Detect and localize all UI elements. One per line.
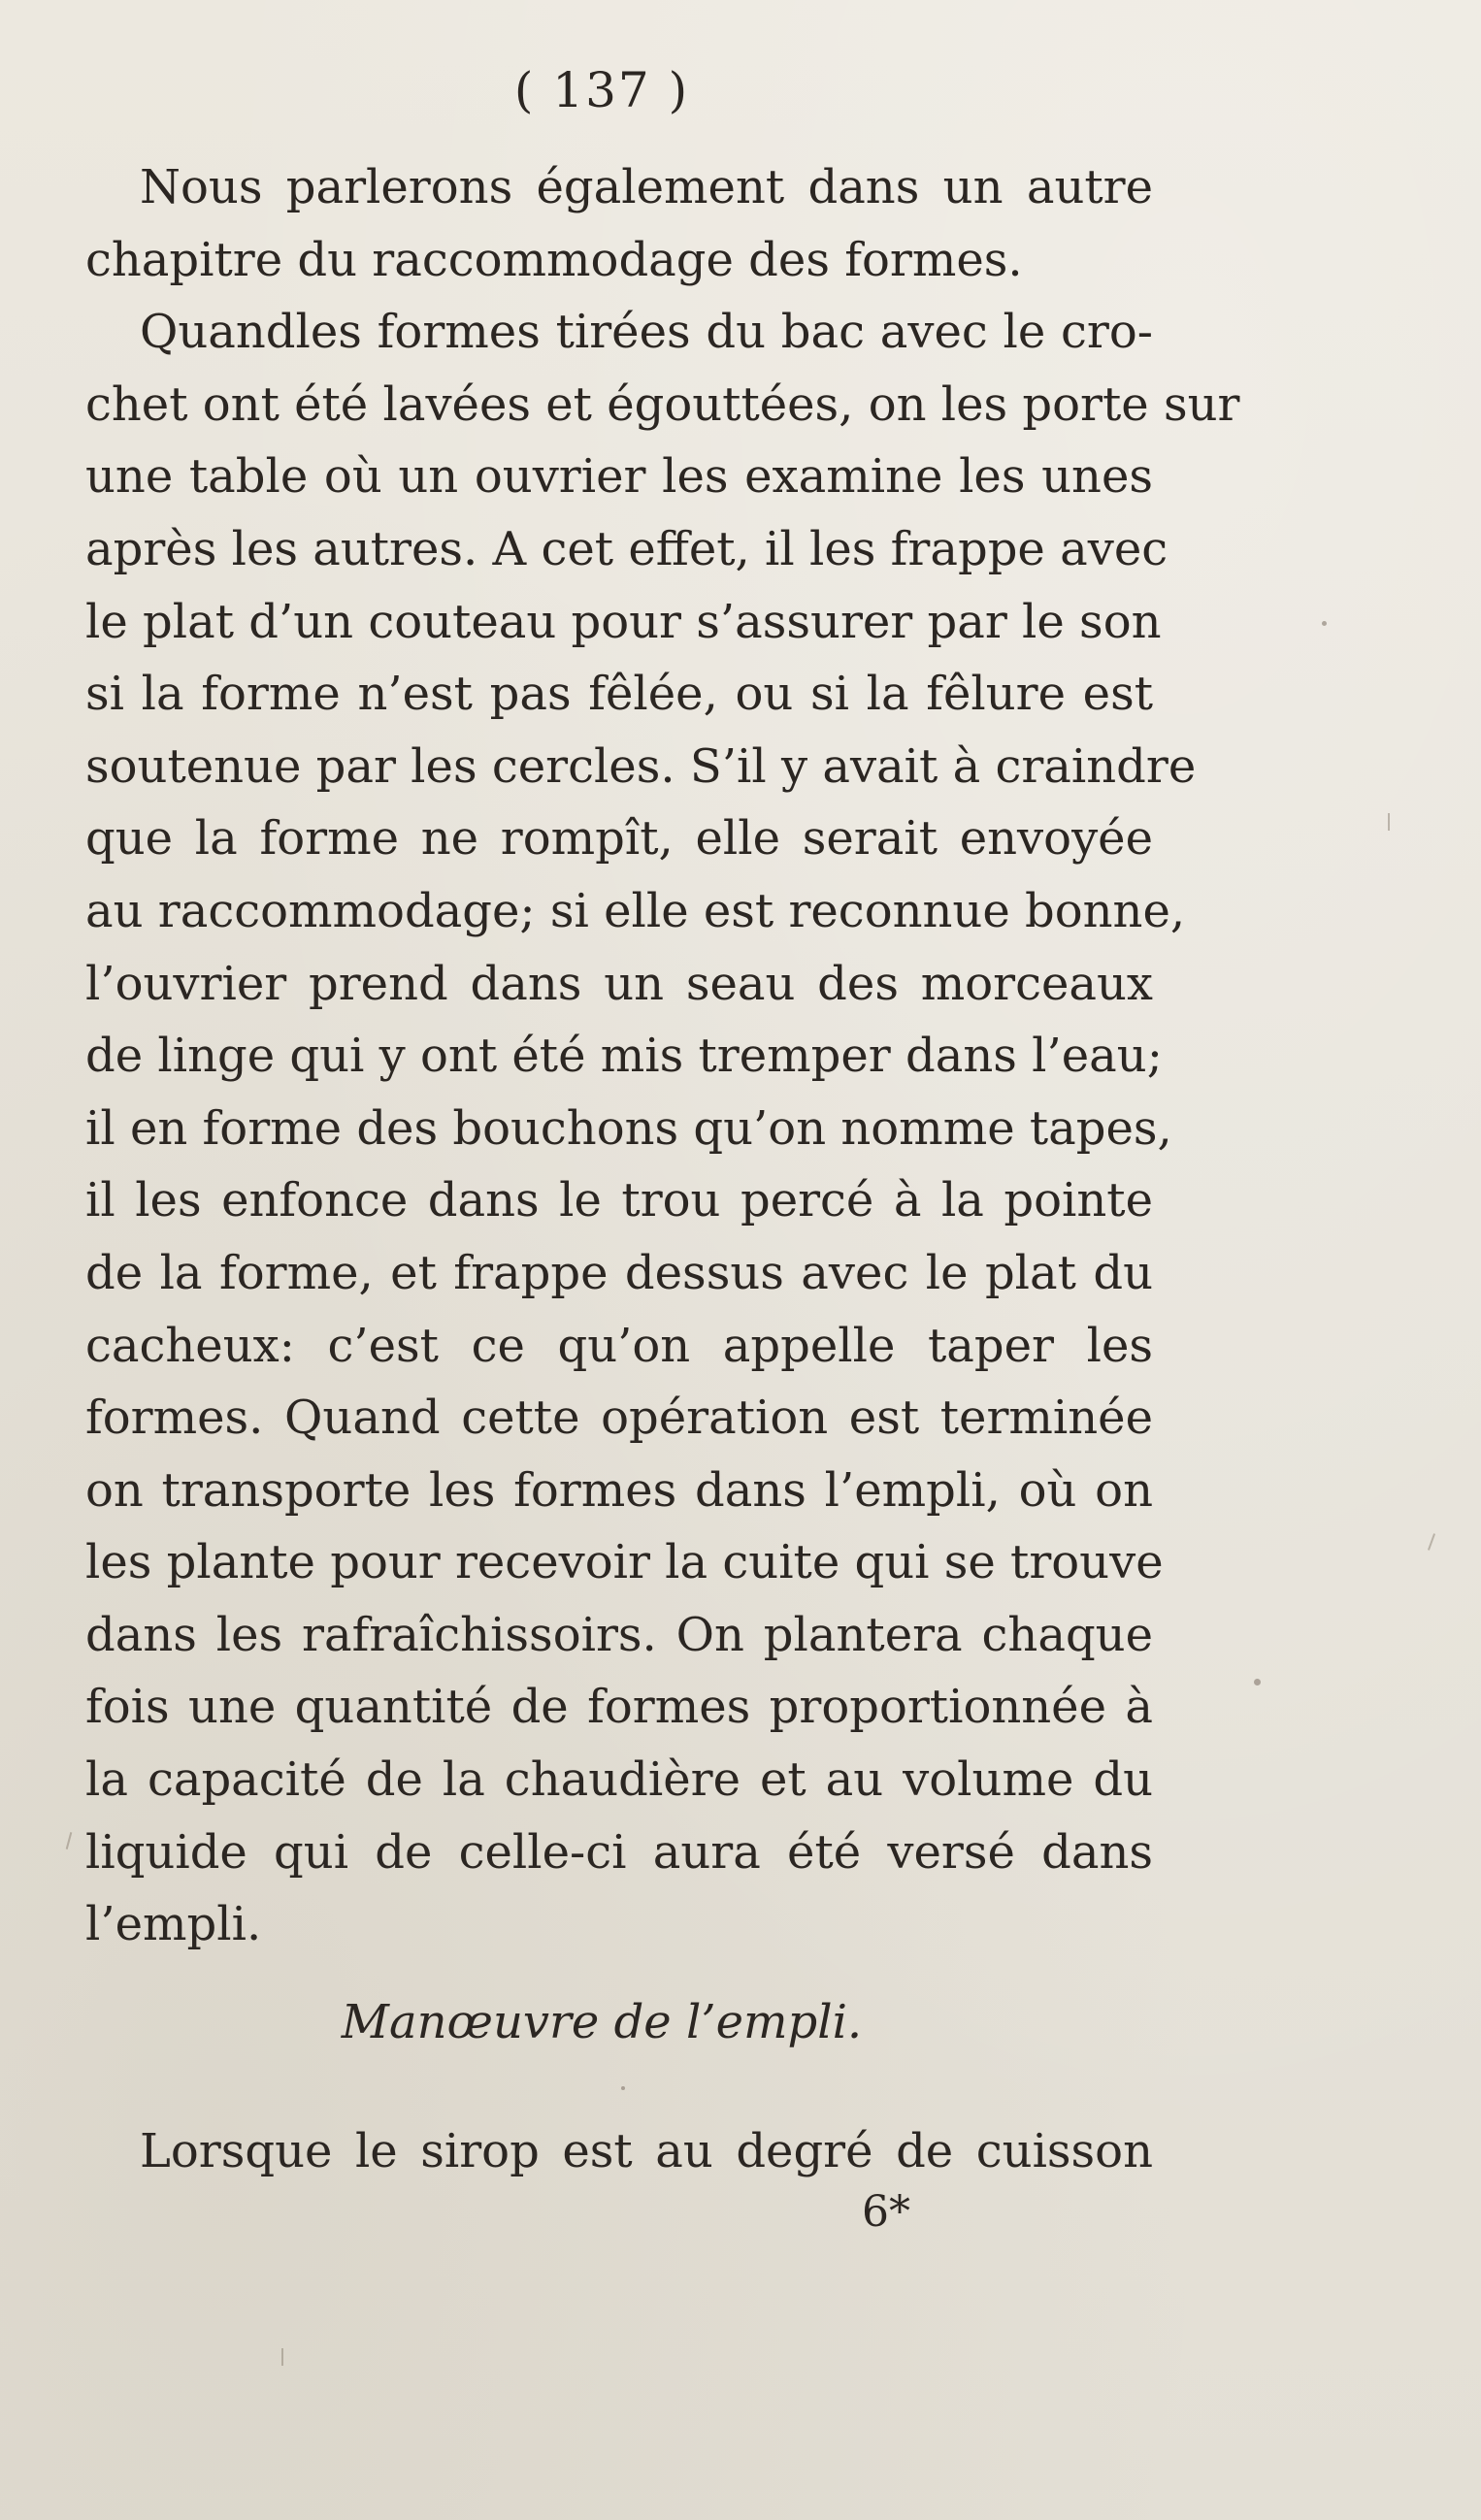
text-line: formes. Quand cette opération est terminée — [85, 1391, 1153, 1446]
body-text — [85, 151, 1240, 1961]
text-line: il les enfonce dans le trou percé à la pointe — [85, 1173, 1153, 1228]
text-line: chet ont été lavées et égouttées, on les porte sur — [85, 376, 1240, 432]
text-line: il en forme des bouchons qu’on nomme tapes, — [85, 1100, 1172, 1156]
text-line: fois une quantité de formes proportionnée à — [85, 1680, 1153, 1735]
text-line: chapitre du raccommodage des formes. — [85, 232, 1023, 287]
text-line: Lorsque le sirop est au degré de cuisson — [140, 2124, 1153, 2178]
text-line: de la forme, et frappe dessus avec le plat du — [85, 1245, 1153, 1300]
text-line: si la forme n’est pas fêlée, ou si la fêlure est — [85, 667, 1153, 722]
text-line: liquide qui de celle-ci aura été versé dans — [85, 1824, 1153, 1880]
text-line: la capacité de la chaudière et au volume du — [85, 1752, 1153, 1808]
text-line: on transporte les formes dans l’empli, où on — [85, 1462, 1153, 1518]
text-line: une table où un ouvrier les examine les unes — [85, 449, 1153, 505]
text-line: Quandles formes tirées du bac avec le cro- — [140, 305, 1153, 360]
text-line: cacheux: c’est ce qu’on appelle taper les — [85, 1318, 1153, 1373]
text-line: après les autres. A cet effet, il les frappe avec — [85, 521, 1168, 576]
paper-speck — [1322, 621, 1327, 626]
text-line: de linge qui y ont été mis tremper dans l’eau; — [85, 1029, 1163, 1084]
paper-speck — [621, 2086, 625, 2090]
text-line: dans les rafraîchissoirs. On plantera chaque — [85, 1607, 1153, 1662]
paper-speck — [1254, 1679, 1261, 1685]
text-line: que la forme ne rompît, elle serait envoyée — [85, 811, 1153, 867]
text-line: soutenue par les cercles. S’il y avait à craindre — [85, 738, 1197, 794]
text-line: les plante pour recevoir la cuite qui se trouve — [85, 1535, 1164, 1590]
paper-mark — [281, 2348, 283, 2366]
text-line: au raccommodage; si elle est reconnue bonne, — [85, 883, 1186, 938]
paper-mark — [66, 1832, 73, 1849]
section-heading: Manœuvre de l’empli. — [341, 1995, 863, 2049]
text-line: le plat d’un couteau pour s’assurer par le son — [85, 594, 1162, 649]
text-line: l’empli. — [85, 1897, 262, 1952]
signature-mark: 6* — [862, 2187, 910, 2237]
paper-mark — [1388, 813, 1390, 831]
text-line: l’ouvrier prend dans un seau des morceaux — [85, 956, 1153, 1011]
text-line: Nous parlerons également dans un autre — [140, 160, 1153, 214]
paper-mark — [1428, 1533, 1435, 1551]
page-number: ( 137 ) — [513, 62, 690, 118]
continuation-text — [85, 2115, 1153, 2188]
